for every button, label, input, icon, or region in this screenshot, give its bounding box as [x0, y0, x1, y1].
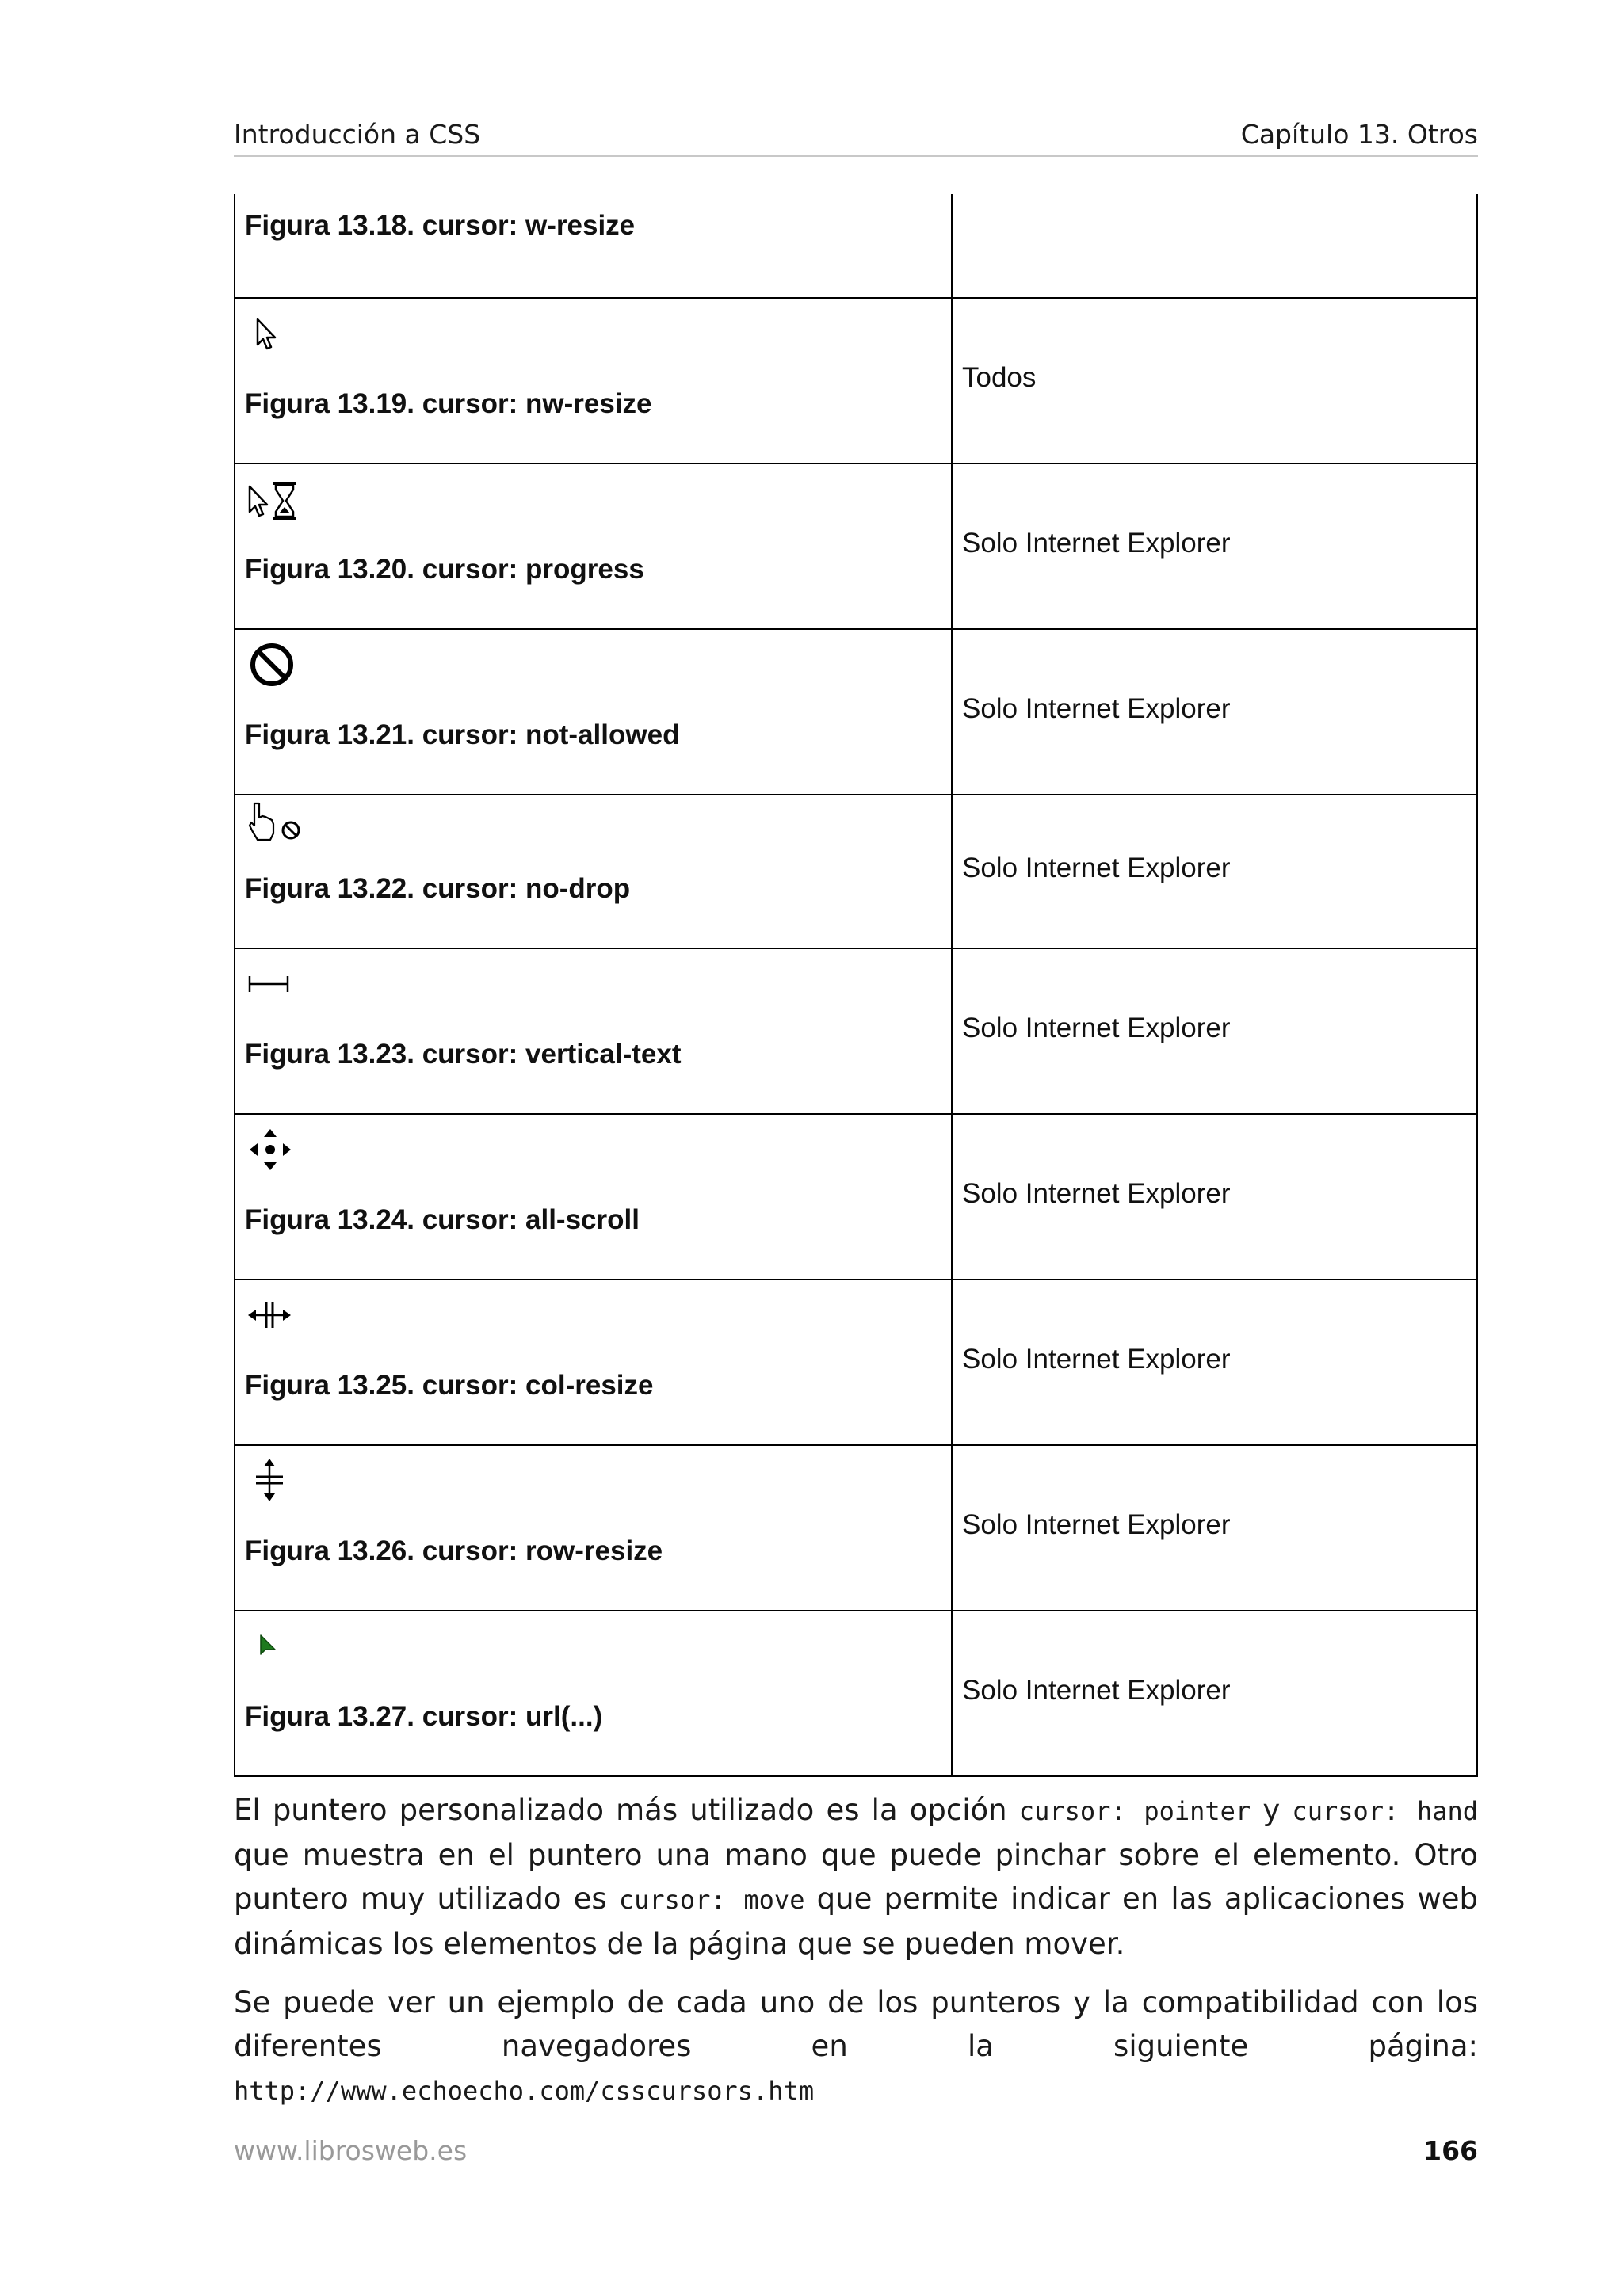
compat-cell — [952, 1445, 1477, 1611]
figure-caption: Figura 13.27. cursor: url(...) — [245, 1701, 603, 1732]
figure-caption: Figura 13.18. cursor: w-resize — [245, 210, 636, 241]
all-scroll-cursor-icon — [246, 1126, 294, 1173]
figure-caption: Figura 13.22. cursor: no-drop — [245, 873, 631, 904]
compat-cell — [952, 463, 1477, 629]
url-cursor-icon — [246, 1629, 283, 1672]
compat-cell — [952, 1611, 1477, 1776]
cursor-table — [234, 194, 1478, 1777]
inline-code: cursor: hand — [1292, 1796, 1479, 1826]
figure-caption: Figura 13.25. cursor: col-resize — [245, 1370, 654, 1401]
footer-site: www.librosweb.es — [234, 2135, 468, 2166]
browser-compat: Solo Internet Explorer — [962, 693, 1231, 724]
paragraph-text: que permite indicar en las aplicaciones web dinámicas los elementos de la página que se pueden mover. — [234, 1882, 1478, 1961]
compat-cell — [952, 298, 1477, 463]
compat-cell — [952, 1114, 1477, 1280]
paragraph-text: y — [1251, 1793, 1293, 1827]
table-row — [235, 1611, 1477, 1776]
table-row — [235, 1280, 1477, 1445]
cursor-cell — [235, 948, 952, 1114]
chapter-title: Capítulo 13. Otros — [1240, 119, 1478, 150]
table-row — [235, 298, 1477, 463]
browser-compat: Solo Internet Explorer — [962, 1509, 1231, 1540]
progress-cursor-icon — [246, 477, 304, 520]
table-row — [235, 795, 1477, 948]
compat-cell — [952, 795, 1477, 948]
browser-compat: Solo Internet Explorer — [962, 1675, 1231, 1706]
body-paragraph-pointer — [234, 1788, 1478, 1966]
paragraph-text: El puntero personalizado más utilizado es la opción — [234, 1793, 1019, 1827]
not-allowed-cursor-icon — [246, 639, 297, 690]
browser-compat: Solo Internet Explorer — [962, 528, 1231, 559]
figure-caption: Figura 13.19. cursor: nw-resize — [245, 388, 652, 419]
inline-code: cursor: pointer — [1018, 1796, 1251, 1826]
figure-caption: Figura 13.24. cursor: all-scroll — [245, 1204, 640, 1235]
col-resize-cursor-icon — [246, 1291, 294, 1339]
table-row — [235, 1445, 1477, 1611]
cursor-cell — [235, 194, 952, 298]
example-url: http://www.echoecho.com/csscursors.htm — [234, 2076, 815, 2106]
compat-cell — [952, 629, 1477, 795]
table-row — [235, 194, 1477, 298]
figure-caption: Figura 13.23. cursor: vertical-text — [245, 1039, 682, 1070]
browser-compat: Solo Internet Explorer — [962, 1178, 1231, 1209]
cursor-cell — [235, 1114, 952, 1280]
table-row — [235, 948, 1477, 1114]
figure-caption: Figura 13.21. cursor: not-allowed — [245, 719, 680, 750]
page-header — [234, 119, 1478, 157]
compat-cell — [952, 194, 1477, 298]
browser-compat: Solo Internet Explorer — [962, 1344, 1231, 1375]
row-resize-cursor-icon — [246, 1457, 294, 1505]
browser-compat: Solo Internet Explorer — [962, 852, 1231, 883]
cursor-cell — [235, 298, 952, 463]
browser-compat: Solo Internet Explorer — [962, 1013, 1231, 1043]
cursor-cell — [235, 795, 952, 948]
table-row — [235, 629, 1477, 795]
cursor-cell — [235, 629, 952, 795]
cursor-cell — [235, 1280, 952, 1445]
browser-compat: Todos — [962, 362, 1037, 393]
table-row — [235, 1114, 1477, 1280]
compat-cell — [952, 1280, 1477, 1445]
no-drop-cursor-icon — [246, 800, 304, 843]
paragraph-text: que muestra en el puntero una mano que puede pinchar sobre el elemento. Otro puntero muy utilizado es — [234, 1838, 1478, 1916]
figure-caption: Figura 13.26. cursor: row-resize — [245, 1535, 663, 1566]
page-number: 166 — [1423, 2135, 1478, 2166]
paragraph-text: Se puede ver un ejemplo de cada uno de los punteros y la compatibilidad con los diferentes navegadores en la siguiente página: — [234, 1985, 1478, 2063]
nw-resize-cursor-icon — [246, 311, 283, 354]
figure-caption: Figura 13.20. cursor: progress — [245, 554, 644, 585]
book-title: Introducción a CSS — [234, 119, 481, 150]
vertical-text-cursor-icon — [246, 963, 294, 1006]
body-paragraph-example — [234, 1981, 1478, 2113]
inline-code: cursor: move — [618, 1885, 805, 1915]
cursor-cell — [235, 1445, 952, 1611]
cursor-cell — [235, 1611, 952, 1776]
cursor-cell — [235, 463, 952, 629]
table-row — [235, 463, 1477, 629]
compat-cell — [952, 948, 1477, 1114]
